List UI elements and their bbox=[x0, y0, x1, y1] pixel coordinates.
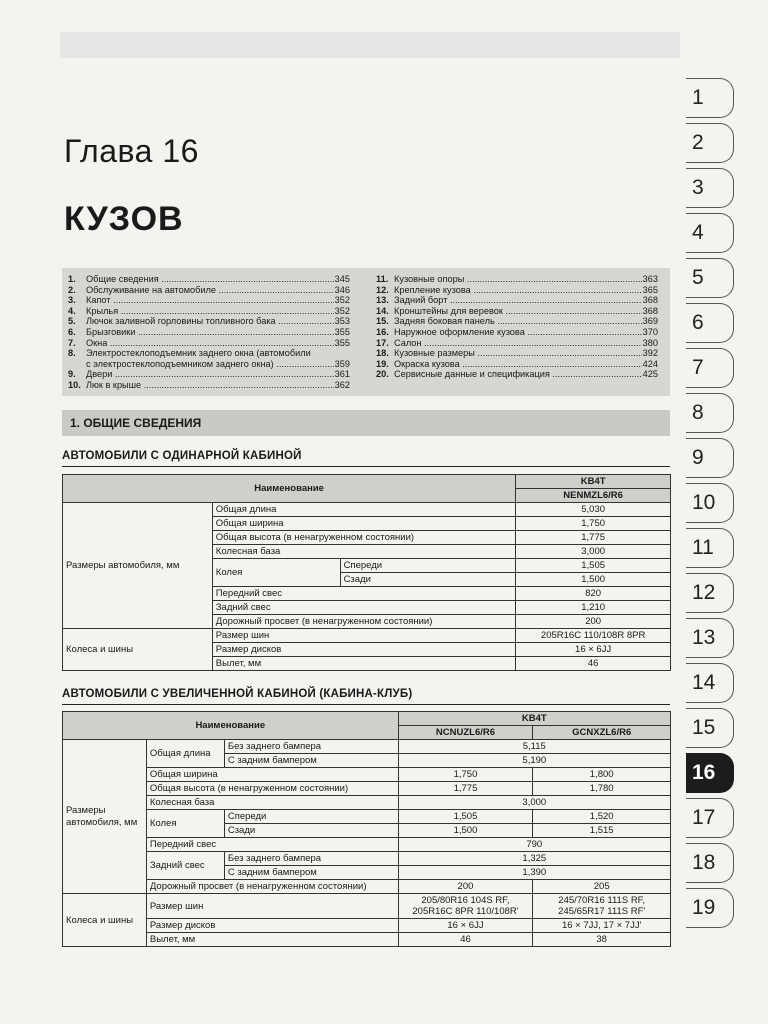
row-value: 205R16C 110/108R 8PR bbox=[516, 629, 671, 643]
toc-entry-page: 362 bbox=[334, 379, 350, 390]
chapter-tab-13[interactable]: 13 bbox=[686, 618, 734, 658]
row-value: 3,000 bbox=[398, 796, 670, 810]
toc-entry-title: Двери ..... bbox=[86, 369, 334, 380]
row-value-a: 1,500 bbox=[398, 824, 533, 838]
row-label: Дорожный просвет (в ненагруженном состоянии) bbox=[212, 615, 515, 629]
chapter-tab-6[interactable]: 6 bbox=[686, 303, 734, 343]
toc-entry bbox=[376, 359, 658, 370]
group-dimensions: Размеры автомобиля, мм bbox=[63, 740, 147, 894]
toc-entry-page: 361 bbox=[334, 369, 350, 380]
toc-entry-number: 19. bbox=[376, 358, 389, 369]
toc-entry-page: 353 bbox=[334, 316, 350, 327]
toc-entry-title: Кузовные опоры ..... bbox=[394, 274, 642, 285]
toc-entry bbox=[376, 306, 658, 317]
row-value: 5,190 bbox=[398, 754, 670, 768]
row-sublabel: Без заднего бампера bbox=[224, 852, 398, 866]
toc-entry-number: 3. bbox=[68, 295, 76, 306]
toc-entry-title: Кузовные размеры ..... bbox=[394, 348, 642, 359]
chapter-tab-18[interactable]: 18 bbox=[686, 843, 734, 883]
toc-entry-page: 369 bbox=[642, 316, 658, 327]
toc-entry-number: 8. bbox=[68, 348, 76, 359]
row-label: Общая высота (в ненагруженном состоянии) bbox=[146, 782, 398, 796]
variant-a-header: NCNUZL6/R6 bbox=[398, 726, 533, 740]
tire-a-line1: 205/80R16 104S RF, bbox=[421, 895, 510, 906]
toc-entry bbox=[376, 327, 658, 338]
toc-entry-page: 368 bbox=[642, 295, 658, 306]
table1-heading: АВТОМОБИЛИ С ОДИНАРНОЙ КАБИНОЙ bbox=[62, 450, 302, 462]
chapter-tab-10[interactable]: 10 bbox=[686, 483, 734, 523]
toc-entry-title: Задняя боковая панель ..... bbox=[394, 316, 642, 327]
toc-entry-title: Люк в крыше ..... bbox=[86, 380, 334, 391]
toc-entry-title: Электростеклоподъемник заднего окна (автомобили bbox=[86, 348, 311, 359]
chapter-tab-3[interactable]: 3 bbox=[686, 168, 734, 208]
toc-entry-number: 6. bbox=[68, 326, 76, 337]
toc-entry-number: 20. bbox=[376, 369, 389, 380]
row-value: 1,210 bbox=[516, 601, 671, 615]
toc-entry-page: 352 bbox=[334, 305, 350, 316]
toc-entry bbox=[68, 295, 350, 306]
row-value: 790 bbox=[398, 838, 670, 852]
row-value-b: 1,780 bbox=[533, 782, 671, 796]
toc-entry-number: 11. bbox=[376, 274, 389, 284]
row-label: Передний свес bbox=[212, 587, 515, 601]
row-value: 5,030 bbox=[516, 503, 671, 517]
row-value: 1,390 bbox=[398, 866, 670, 880]
toc-entry-number: 13. bbox=[376, 295, 389, 306]
toc-entry-number: 10. bbox=[68, 379, 81, 390]
chapter-tab-7[interactable]: 7 bbox=[686, 348, 734, 388]
row-sublabel: С задним бампером bbox=[224, 866, 398, 880]
row-label: Размер дисков bbox=[146, 919, 398, 933]
toc-entry-number: 4. bbox=[68, 305, 76, 316]
single-cab-table bbox=[62, 474, 671, 671]
row-value-b: 16 × 7JJ, 17 × 7JJ' bbox=[533, 919, 671, 933]
toc-entry-title: Общие сведения ..... bbox=[86, 274, 334, 285]
row-value: 16 × 6JJ bbox=[516, 643, 671, 657]
row-label: Колесная база bbox=[212, 545, 515, 559]
row-value: 1,775 bbox=[516, 531, 671, 545]
chapter-tab-5[interactable]: 5 bbox=[686, 258, 734, 298]
row-value-b: 1,520 bbox=[533, 810, 671, 824]
toc-entry bbox=[68, 274, 350, 285]
toc-entry-page: 363 bbox=[642, 274, 658, 284]
row-label: Задний свес bbox=[212, 601, 515, 615]
row-value-b: 1,515 bbox=[533, 824, 671, 838]
section-heading: 1. ОБЩИЕ СВЕДЕНИЯ bbox=[62, 410, 670, 436]
chapter-tab-12[interactable]: 12 bbox=[686, 573, 734, 613]
row-label: Колесная база bbox=[146, 796, 398, 810]
toc-entry-number: 17. bbox=[376, 337, 389, 348]
toc-entry-title: Задний борт ..... bbox=[394, 295, 642, 306]
toc-entry-page: 359 bbox=[334, 358, 350, 369]
row-sublabel: Спереди bbox=[340, 559, 516, 573]
row-value: 3,000 bbox=[516, 545, 671, 559]
toc-entry-number: 1. bbox=[68, 274, 76, 284]
toc-entry bbox=[376, 338, 658, 349]
toc-entry bbox=[376, 274, 658, 285]
chapter-tab-2[interactable]: 2 bbox=[686, 123, 734, 163]
row-label: Вылет, мм bbox=[146, 933, 398, 947]
toc-entry-title: Капот ..... bbox=[86, 295, 334, 306]
toc-entry bbox=[68, 380, 350, 391]
chapter-tab-15[interactable]: 15 bbox=[686, 708, 734, 748]
chapter-title: КУЗОВ bbox=[64, 200, 184, 238]
toc-entry-page: 352 bbox=[334, 295, 350, 306]
name-header: Наименование bbox=[63, 712, 399, 740]
toc-entry-page: 368 bbox=[642, 305, 658, 316]
toc-entry-title: Сервисные данные и спецификация ..... bbox=[394, 369, 642, 380]
toc-entry-number: 7. bbox=[68, 337, 76, 348]
toc-entry-title: Окна ..... bbox=[86, 338, 334, 349]
chapter-tab-8[interactable]: 8 bbox=[686, 393, 734, 433]
row-label: Общая ширина bbox=[212, 517, 515, 531]
toc-entry bbox=[68, 338, 350, 349]
row-value: 820 bbox=[516, 587, 671, 601]
toc-entry-page: 424 bbox=[642, 358, 658, 369]
toc-entry-page: 346 bbox=[334, 284, 350, 295]
row-value-b: 205 bbox=[533, 880, 671, 894]
row-value-a: 1,775 bbox=[398, 782, 533, 796]
toc-entry-page: 370 bbox=[642, 326, 658, 337]
row-label: Дорожный просвет (в ненагруженном состоянии) bbox=[146, 880, 398, 894]
chapter-tab-1[interactable]: 1 bbox=[686, 78, 734, 118]
toc-entry-number: 18. bbox=[376, 348, 389, 359]
toc-entry bbox=[68, 359, 350, 370]
row-value-a: 200 bbox=[398, 880, 533, 894]
row-label: Передний свес bbox=[146, 838, 398, 852]
row-label: Колея bbox=[212, 559, 340, 587]
toc-entry-number: 16. bbox=[376, 326, 389, 337]
row-label: Задний свес bbox=[146, 852, 224, 880]
row-value: 1,500 bbox=[516, 573, 671, 587]
tire-a-line2: 205R16C 8PR 110/108R' bbox=[412, 906, 519, 917]
toc-entry-number: 9. bbox=[68, 369, 76, 380]
chapter-tab-19[interactable]: 19 bbox=[686, 888, 734, 928]
tire-b-line1: 245/70R16 111S RF, bbox=[558, 895, 646, 906]
toc-entry-number: 15. bbox=[376, 316, 389, 327]
toc-entry-number: 14. bbox=[376, 305, 389, 316]
toc-entry-title: Кронштейны для веревок ..... bbox=[394, 306, 642, 317]
toc-entry-title: Окраска кузова ..... bbox=[394, 359, 642, 370]
toc-entry-title: Лючок заливной горловины топливного бака ..... bbox=[86, 316, 334, 327]
toc-entry bbox=[68, 348, 350, 359]
row-label: Общая длина bbox=[146, 740, 224, 768]
group-wheels: Колеса и шины bbox=[63, 629, 213, 671]
row-label: Размер шин bbox=[212, 629, 515, 643]
model-header: KB4T bbox=[516, 475, 671, 489]
table1-heading-rule bbox=[62, 466, 670, 467]
toc-entry-title: Обслуживание на автомобиле ..... bbox=[86, 285, 334, 296]
chapter-tab-9[interactable]: 9 bbox=[686, 438, 734, 478]
toc-entry-number: 12. bbox=[376, 284, 389, 295]
row-value-a: 1,750 bbox=[398, 768, 533, 782]
row-value-a bbox=[398, 894, 533, 919]
tire-b-line2: 245/65R17 111S RF' bbox=[558, 906, 646, 917]
row-label: Общая длина bbox=[212, 503, 515, 517]
row-sublabel: Без заднего бампера bbox=[224, 740, 398, 754]
chapter-label: Глава 16 bbox=[64, 133, 199, 169]
toc-entry-number: 2. bbox=[68, 284, 76, 295]
row-value: 1,505 bbox=[516, 559, 671, 573]
row-sublabel: Спереди bbox=[224, 810, 398, 824]
toc-entry bbox=[68, 306, 350, 317]
row-label: Общая ширина bbox=[146, 768, 398, 782]
toc-entry-page: 355 bbox=[334, 337, 350, 348]
variant-header: NENMZL6/R6 bbox=[516, 489, 671, 503]
toc-entry bbox=[68, 327, 350, 338]
toc-left-column bbox=[68, 274, 350, 391]
row-value: 5,115 bbox=[398, 740, 670, 754]
toc-entry bbox=[68, 316, 350, 327]
toc-entry-title: Салон ..... bbox=[394, 338, 642, 349]
row-value-b bbox=[533, 894, 671, 919]
row-sublabel: С задним бампером bbox=[224, 754, 398, 768]
toc-entry-page: 425 bbox=[642, 369, 658, 380]
toc-entry bbox=[376, 295, 658, 306]
chapter-tab-16[interactable]: 16 bbox=[686, 753, 734, 793]
chapter-tab-17[interactable]: 17 bbox=[686, 798, 734, 838]
toc-entry-number: 5. bbox=[68, 316, 76, 327]
toc-entry-page: 392 bbox=[642, 348, 658, 359]
model-header: KB4T bbox=[398, 712, 670, 726]
toc-entry-page: 365 bbox=[642, 284, 658, 295]
row-value: 200 bbox=[516, 615, 671, 629]
club-cab-table bbox=[62, 711, 671, 947]
row-label: Размер дисков bbox=[212, 643, 515, 657]
row-value: 1,325 bbox=[398, 852, 670, 866]
table2-heading-rule bbox=[62, 704, 670, 705]
top-shadow-strip bbox=[60, 32, 680, 58]
toc-entry bbox=[376, 348, 658, 359]
toc-entry bbox=[68, 285, 350, 296]
name-header: Наименование bbox=[63, 475, 516, 503]
row-value-b: 1,800 bbox=[533, 768, 671, 782]
toc-entry-title: с электростеклоподъемником заднего окна) ..... bbox=[86, 359, 334, 370]
row-label: Колея bbox=[146, 810, 224, 838]
toc-entry bbox=[376, 316, 658, 327]
toc-entry-page: 380 bbox=[642, 337, 658, 348]
row-label: Вылет, мм bbox=[212, 657, 515, 671]
variant-b-header: GCNXZL6/R6 bbox=[533, 726, 671, 740]
group-dimensions: Размеры автомобиля, мм bbox=[63, 503, 213, 629]
toc-entry bbox=[68, 369, 350, 380]
row-value-a: 1,505 bbox=[398, 810, 533, 824]
row-value-a: 46 bbox=[398, 933, 533, 947]
toc-entry-page: 345 bbox=[334, 274, 350, 284]
row-sublabel: Сзади bbox=[224, 824, 398, 838]
row-label: Общая высота (в ненагруженном состоянии) bbox=[212, 531, 515, 545]
row-value: 1,750 bbox=[516, 517, 671, 531]
toc-entry bbox=[376, 369, 658, 380]
chapter-tab-11[interactable]: 11 bbox=[686, 528, 734, 568]
toc-entry-title: Крепление кузова ..... bbox=[394, 285, 642, 296]
toc-right-column bbox=[376, 274, 658, 380]
row-value-a: 16 × 6JJ bbox=[398, 919, 533, 933]
toc-entry-title: Крылья ..... bbox=[86, 306, 334, 317]
table2-heading: АВТОМОБИЛИ С УВЕЛИЧЕННОЙ КАБИНОЙ (КАБИНА-КЛУБ) bbox=[62, 688, 413, 700]
toc-entry-page: 355 bbox=[334, 326, 350, 337]
row-value-b: 38 bbox=[533, 933, 671, 947]
table-of-contents bbox=[62, 268, 670, 396]
toc-entry-title: Наружное оформление кузова ..... bbox=[394, 327, 642, 338]
row-label: Размер шин bbox=[146, 894, 398, 919]
row-sublabel: Сзади bbox=[340, 573, 516, 587]
chapter-tab-4[interactable]: 4 bbox=[686, 213, 734, 253]
row-value: 46 bbox=[516, 657, 671, 671]
group-wheels: Колеса и шины bbox=[63, 894, 147, 947]
toc-entry bbox=[376, 285, 658, 296]
chapter-tab-14[interactable]: 14 bbox=[686, 663, 734, 703]
toc-entry-title: Брызговики ..... bbox=[86, 327, 334, 338]
